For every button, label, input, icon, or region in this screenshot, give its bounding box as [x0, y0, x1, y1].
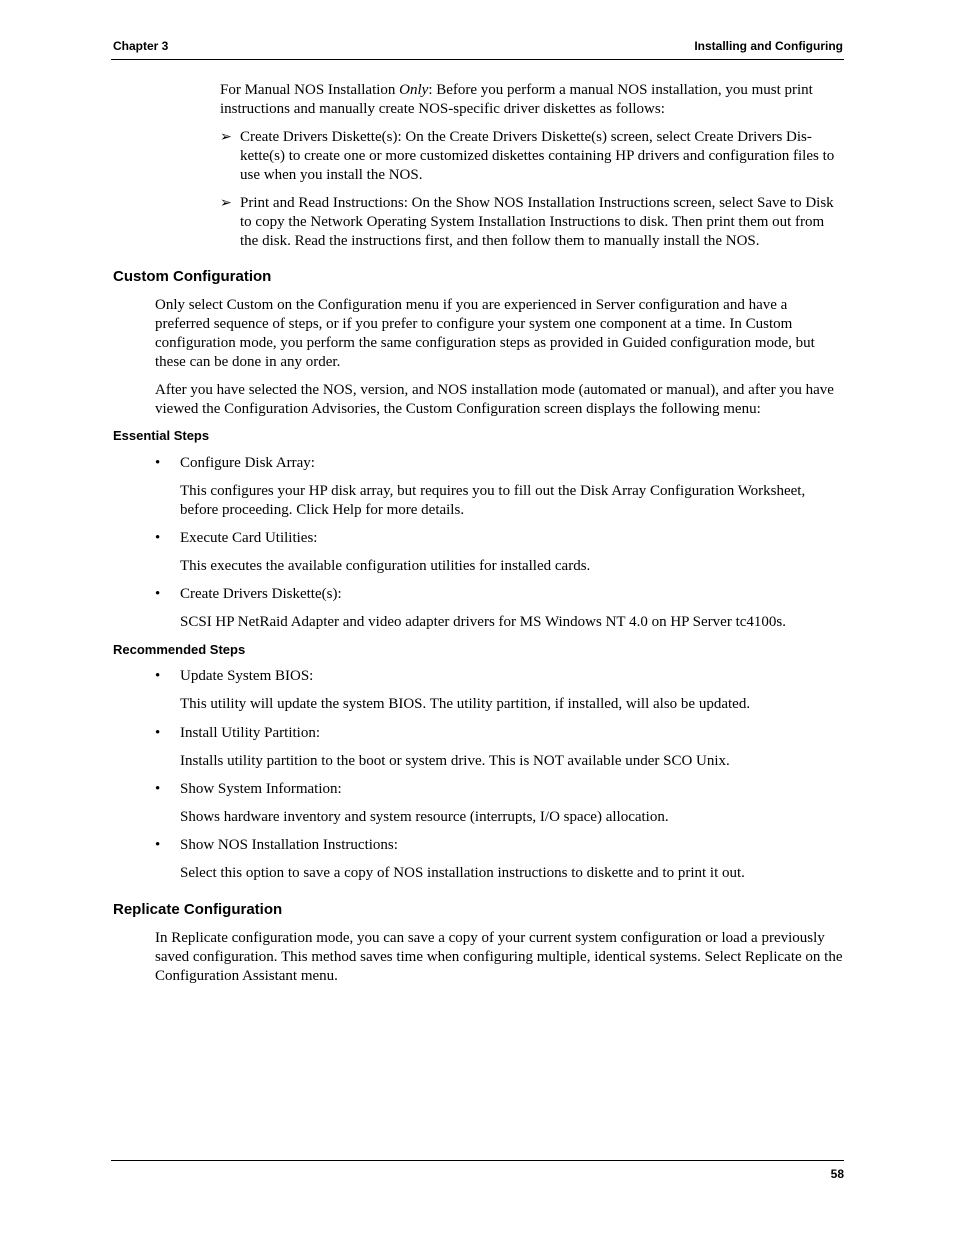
list-item-label: Show System Information:	[180, 781, 342, 797]
list-item-description: This utility will update the system BIOS. The utility partition, if installed, will also be updated.	[180, 696, 751, 712]
list-item-label: Configure Disk Array:	[180, 455, 315, 471]
list-item-description: Installs utility partition to the boot or system drive. This is NOT available under SCO Unix.	[180, 753, 730, 769]
arrow-bullet-icon: ➢	[220, 196, 232, 211]
manual-intro-paragraph	[220, 81, 845, 119]
bullet-icon: •	[155, 837, 161, 853]
custom-configuration-heading: Custom Configuration	[113, 268, 272, 285]
list-item-label: Create Drivers Diskette(s):	[180, 586, 342, 602]
list-item-description: Select this option to save a copy of NOS installation instructions to diskette and to print it out.	[180, 865, 745, 881]
manual-intro-emphasis: Only	[399, 82, 429, 98]
manual-intro-suffix: : Before you perform a manual NOS installation, you must print instructions and manually create NOS-specific driver diskettes as follows:	[220, 82, 813, 117]
bullet-icon: •	[155, 668, 161, 684]
replicate-configuration-heading: Replicate Configuration	[113, 901, 283, 918]
manual-intro-prefix: For Manual NOS Installation	[220, 82, 400, 98]
bullet-icon: •	[155, 455, 161, 471]
list-item-description: This configures your HP disk array, but requires you to fill out the Disk Array Configuration Worksheet, before proceeding. Click Help for more details.	[180, 483, 806, 518]
custom-paragraph-2: After you have selected the NOS, version, and NOS installation mode (automated or manual), and after you have viewed the Configuration Advisories, the Custom Configuration screen displays the following menu:	[155, 382, 834, 417]
bullet-icon: •	[155, 530, 161, 546]
recommended-steps-heading: Recommended Steps	[113, 642, 246, 657]
chapter-label: Chapter 3	[113, 39, 169, 53]
bullet-icon: •	[155, 725, 161, 741]
page-number: 58	[830, 1167, 844, 1181]
page-footer	[111, 1160, 844, 1181]
list-item-label: Execute Card Utilities:	[180, 530, 318, 546]
arrow-item-text: Create Drivers Diskette(s): On the Create Drivers Diskette(s) screen, select Create Drivers Dis-kette(s) to create one or more customized diskettes containing HP drivers and configuration files to use when you install the NOS.	[240, 129, 835, 183]
page-header	[111, 38, 844, 60]
list-item-label: Update System BIOS:	[180, 668, 314, 684]
bullet-icon: •	[155, 586, 161, 602]
list-item-label: Install Utility Partition:	[180, 725, 320, 741]
custom-paragraph-1: Only select Custom on the Configuration menu if you are experienced in Server configuration and have a preferred sequence of steps, or if you prefer to configure your system one component at a time. In Custom configuration mode, you perform the same configuration steps as provided in Guided configuration mode, but these can be done in any order.	[155, 297, 815, 370]
essential-steps-heading: Essential Steps	[113, 428, 210, 443]
list-item-label: Show NOS Installation Instructions:	[180, 837, 398, 853]
arrow-item-text: Print and Read Instructions: On the Show NOS Installation Instructions screen, select Save to Disk to copy the Network Operating System Installation Instructions to disk. Then print them out from the disk. Read the instructions first, and then follow them to manually install the NOS.	[240, 195, 834, 249]
bullet-icon: •	[155, 781, 161, 797]
list-item-description: SCSI HP NetRaid Adapter and video adapter drivers for MS Windows NT 4.0 on HP Server tc4100s.	[180, 614, 786, 630]
arrow-bullet-icon: ➢	[220, 130, 232, 145]
list-item-description: This executes the available configuration utilities for installed cards.	[180, 558, 591, 574]
list-item-description: Shows hardware inventory and system resource (interrupts, I/O space) allocation.	[180, 809, 669, 825]
chapter-title: Installing and Configuring	[694, 39, 843, 53]
replicate-paragraph: In Replicate configuration mode, you can save a copy of your current system configuration or load a previously saved configuration. This method saves time when configuring multiple, identical systems. Select Replicate on the Configuration Assistant menu.	[155, 930, 843, 984]
